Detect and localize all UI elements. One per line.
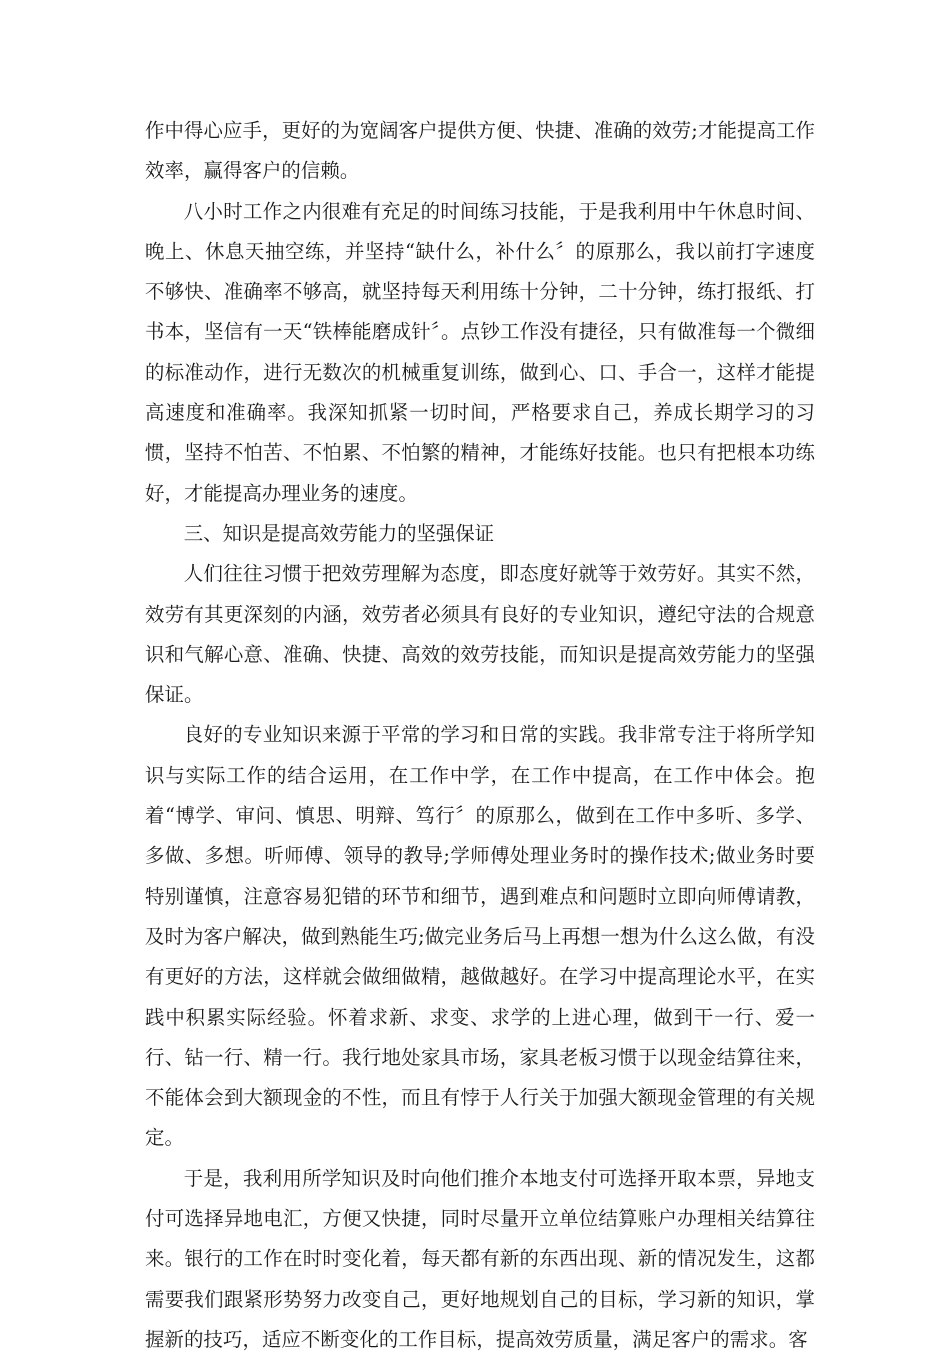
paragraph-continued: 作中得心应手，更好的为宽阔客户提供方便、快捷、准确的效劳;才能提高工作效率，赢得客户的信赖。: [145, 119, 815, 183]
section-heading-3: 三、知识是提高效劳能力的坚强保证: [183, 521, 495, 545]
paragraph-professional-knowledge: 良好的专业知识来源于平常的学习和日常的实践。我非常专注于将所学知识与实际工作的结合运用，在工作中学，在工作中提高，在工作中体会。抱着“博学、审问、慎思、明辩、笃行〞的原那么，做到在工作中多听、多学、多做、多想。听师傅、领导的教导;学师傅处理业务时的操作技术;做业务时要特别谨慎，注意容易犯错的环节和细节，遇到难点和问题时立即向师傅请教，及时为客户解决，做到熟能生巧;做完业务后马上再想一想为什么这么做，有没有更好的方法，这样就会做细做精，越做越好。在学习中提高理论水平，在实践中积累实际经验。怀着求新、求变、求学的上进心理，做到干一行、爱一行、钻一行、精一行。我行地处家具市场，家具老板习惯于以现金结算往来，不能体会到大额现金的不性，而且有悖于人行关于加强大额现金管理的有关规定。: [145, 723, 815, 1150]
paragraph-skills-practice: 八小时工作之内很难有充足的时间练习技能，于是我利用中午休息时间、晚上、休息天抽空练，并坚持“缺什么，补什么〞的原那么，我以前打字速度不够快、准确率不够高，就坚持每天利用练十分钟，二十分钟，练打报纸、打书本，坚信有一天“铁棒能磨成针〞。点钞工作没有捷径，只有做准每一个微细的标准动作，进行无数次的机械重复训练，做到心、口、手合一，这样才能提高速度和准确率。我深知抓紧一切时间，严格要求自己，养成长期学习的习惯，坚持不怕苦、不怕累、不怕繁的精神，才能练好技能。也只有把根本功练好，才能提高办理业务的速度。: [145, 199, 815, 505]
paragraph-service-attitude: 人们往往习惯于把效劳理解为态度，即态度好就等于效劳好。其实不然，效劳有其更深刻的内涵，效劳者必须具有良好的专业知识，遵纪守法的合规意识和气解心意、准确、快捷、高效的效劳技能，而知识是提高效劳能力的坚强保证。: [145, 562, 815, 707]
paragraph-payment-recommendation: 于是，我利用所学知识及时向他们推介本地支付可选择开取本票，异地支付可选择异地电汇，方便又快捷，同时尽量开立单位结算账户办理相关结算往来。银行的工作在时时变化着，每天都有新的东西出现、新的情况发生，这都需要我们跟紧形势努力改变自己，更好地规划自己的目标，学习新的知识，掌握新的技巧，适应不断变化的工作目标，提高效劳质量，满足客户的需求。客: [145, 1166, 815, 1351]
document-body: [145, 111, 815, 1360]
